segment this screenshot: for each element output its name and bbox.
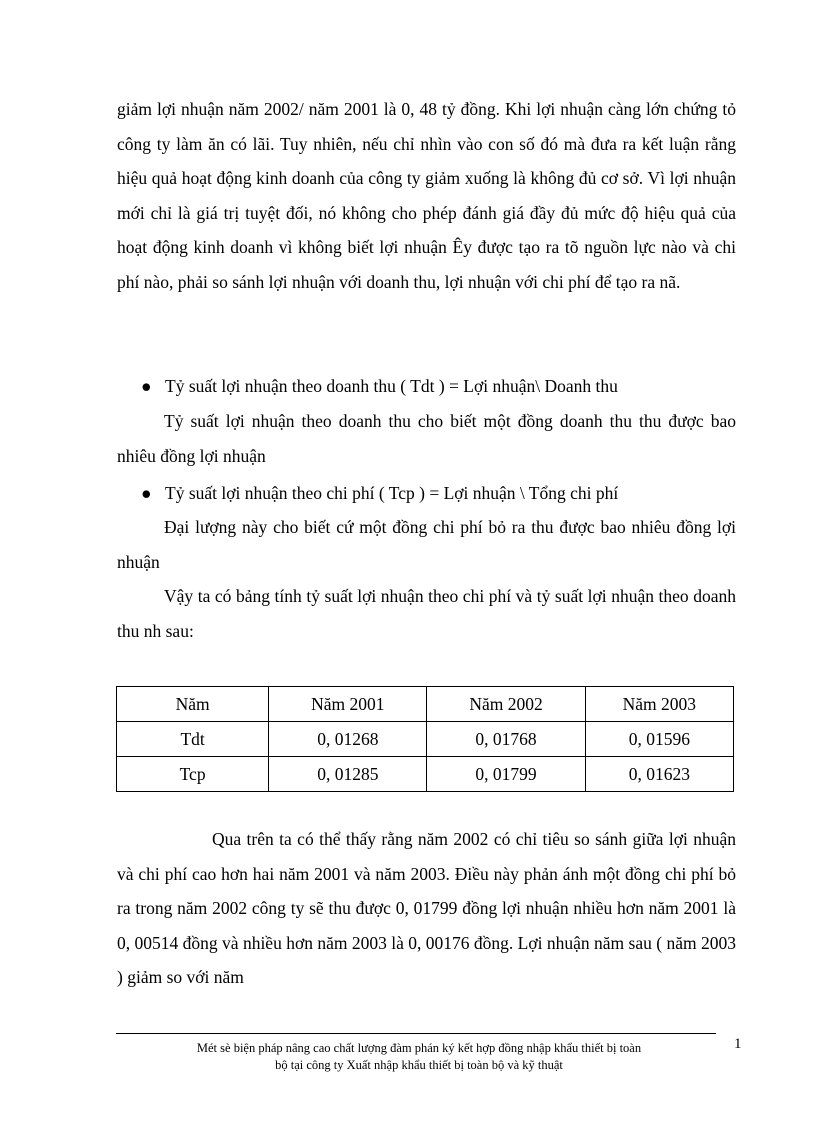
paragraph-revenue-ratio-desc: Tỷ suất lợi nhuận theo doanh thu cho biết một đồng doanh thu thu được bao nhiêu đồng lợi nhuận [117,411,736,466]
table-cell: 0, 01268 [269,722,427,757]
footer-title-line-2: bộ tại công ty Xuất nhập khẩu thiết bị toàn bộ và kỹ thuật [275,1058,563,1072]
footer-divider [116,1033,716,1034]
table-cell: 0, 01768 [427,722,585,757]
footer [116,1040,722,1074]
bullet-icon: ● [141,376,152,396]
bullet-text: Tỷ suất lợi nhuận theo doanh thu ( Tdt ) = Lợi nhuận\ Doanh thu [165,376,618,396]
paragraph-cost-ratio-desc: Đại lượng này cho biết cứ một đồng chi phí bỏ ra thu được bao nhiêu đồng lợi nhuận [117,517,736,572]
footer-title-line-1: Mét sè biện pháp nâng cao chất lượng đàm phán ký kết hợp đồng nhập khẩu thiết bị toàn [196,1041,642,1055]
page-number: 1 [734,1036,742,1052]
ratio-table [116,686,734,792]
table-header-cell: Năm 2002 [427,687,585,722]
table-cell: 0, 01799 [427,757,585,792]
table-cell: 0, 01623 [585,757,733,792]
paragraph-table-intro: Vậy ta có bảng tính tỷ suất lợi nhuận theo chi phí và tỷ suất lợi nhuận theo doanh thu nh sau: [117,586,736,641]
table-header-cell: Năm 2001 [269,687,427,722]
table-cell: 0, 01596 [585,722,733,757]
table-cell: Tdt [117,722,269,757]
table-cell: Tcp [117,757,269,792]
table-row [117,722,734,757]
table-header-cell: Năm 2003 [585,687,733,722]
paragraph-conclusion: Qua trên ta có thể thấy rằng năm 2002 có chỉ tiêu so sánh giữa lợi nhuận và chi phí cao hơn hai năm 2001 và năm 2003. Điều này phản ánh một đồng chi phí bỏ ra trong năm 2002 công ty sẽ thu được 0, 01799 đồng lợi nhuận nhiều hơn năm 2001 là 0, 00514 đồng và nhiều hơn năm 2003 là 0, 00176 đồng. Lợi nhuận năm sau ( năm 2003 ) giảm so với năm [117,829,736,987]
paragraph-profit-analysis: giảm lợi nhuận năm 2002/ năm 2001 là 0, 48 tỷ đồng. Khi lợi nhuận càng lớn chứng tỏ công ty làm ăn có lãi. Tuy nhiên, nếu chỉ nhìn vào con số đó mà đưa ra kết luận rằng hiệu quả hoạt động kinh doanh của công ty giảm xuống là không đủ cơ sở. Vì lợi nhuận mới chỉ là giá trị tuyệt đối, nó không cho phép đánh giá đầy đủ mức độ hiệu quả của hoạt động kinh doanh vì không biết lợi nhuận Êy được tạo ra tõ nguồn lực nào và chi phí nào, phải so sánh lợi nhuận với doanh thu, lợi nhuận với chi phí để tạo ra nã. [117,99,736,292]
table-cell: 0, 01285 [269,757,427,792]
table-header-row [117,687,734,722]
table-header-cell: Năm [117,687,269,722]
bullet-text: Tỷ suất lợi nhuận theo chi phí ( Tcp ) = Lợi nhuận \ Tổng chi phí [165,483,619,503]
bullet-icon: ● [141,483,152,503]
table-row [117,757,734,792]
